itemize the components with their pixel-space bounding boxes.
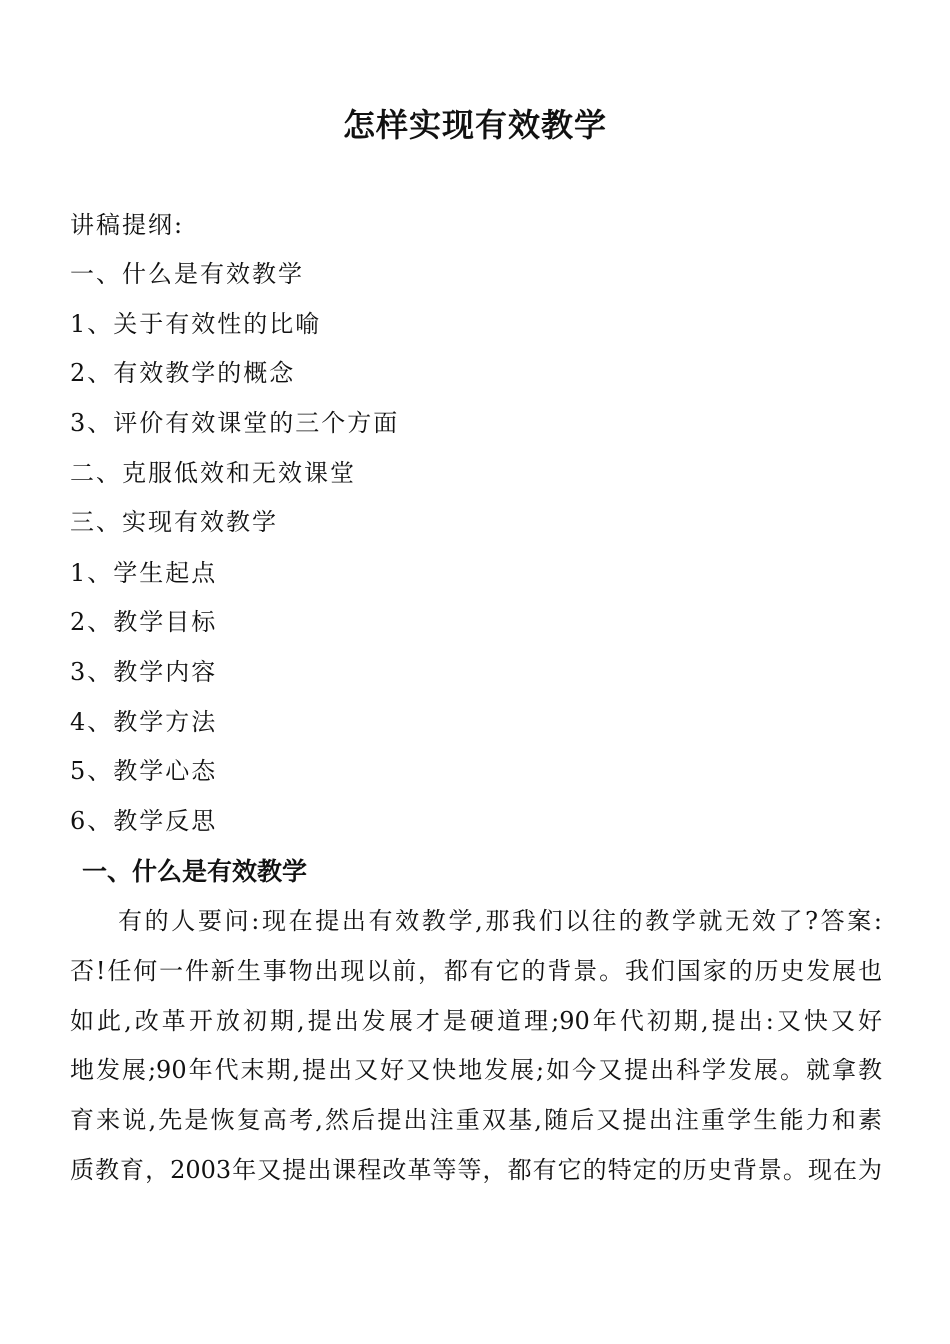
paragraph-line: 否!任何一件新生事物出现以前，都有它的背景。我们国家的历史发展也 [70,957,882,985]
outline-item: 4、教学方法 [70,708,218,736]
paragraph-line: 如此,改革开放初期,提出发展才是硬道理;90年代初期,提出:又快又好 [70,1007,882,1035]
paragraph-line: 地发展;90年代末期,提出又好又快地发展;如今又提出科学发展。就拿教 [70,1056,882,1084]
outline-item: 1、学生起点 [70,559,218,587]
outline-item: 三、实现有效教学 [70,508,278,536]
outline-item: 5、教学心态 [70,757,218,785]
paragraph-line: 质教育，2003年又提出课程改革等等，都有它的特定的历史背景。现在为 [70,1156,882,1184]
outline-item: 3、评价有效课堂的三个方面 [70,409,400,437]
outline-item: 3、教学内容 [70,658,218,686]
outline-item: 2、教学目标 [70,608,218,636]
section-heading: 一、什么是有效教学 [82,857,308,886]
outline-item: 2、有效教学的概念 [70,359,296,387]
outline-item: 二、克服低效和无效课堂 [70,459,356,487]
paragraph-line: 有的人要问:现在提出有效教学,那我们以往的教学就无效了?答案: [118,907,882,935]
outline-item: 一、什么是有效教学 [70,260,304,288]
document-title: 怎样实现有效教学 [342,106,607,144]
paragraph-line: 育来说,先是恢复高考,然后提出注重双基,随后又提出注重学生能力和素 [70,1106,882,1134]
outline-item: 1、关于有效性的比喻 [70,310,322,338]
outline-heading: 讲稿提纲: [70,211,185,239]
outline-item: 6、教学反思 [70,807,218,835]
